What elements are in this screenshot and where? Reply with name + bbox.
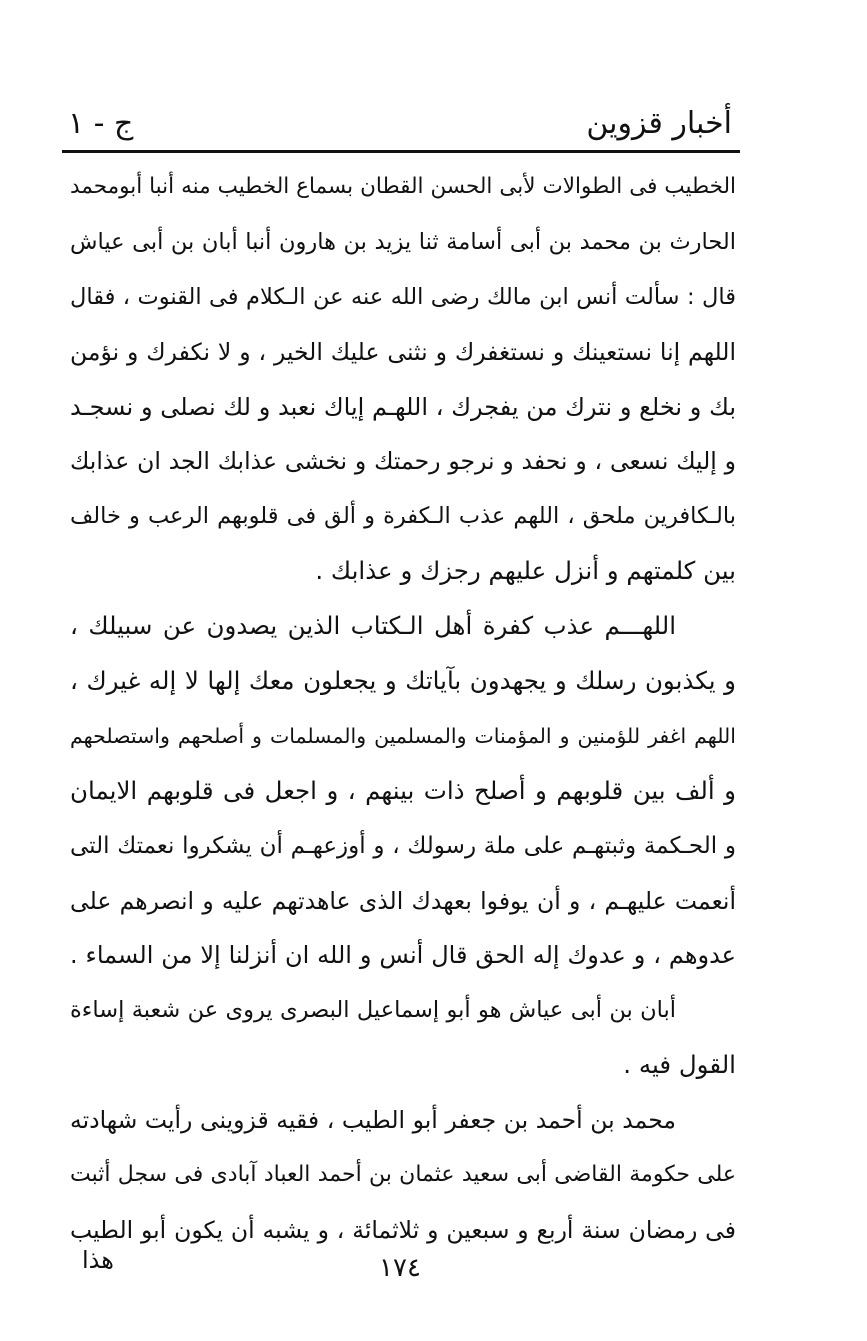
text-line-16: أبان بن أبى عياش هو أبو إسماعيل البصرى يروى عن شعبة إساءة	[70, 997, 676, 1024]
text-line-1: الخطيب فى الطوالات لأبى الحسن القطان بسماع الخطيب منه أنبا أبومحمد	[70, 174, 736, 199]
body-text	[70, 160, 736, 1258]
text-line-20: فى رمضان سنة أربع و سبعين و ثلاثمائة ، و يشبه أن يكون أبو الطيب	[70, 1215, 736, 1244]
text-line-15: عدوهم ، و عدوك إله الحق قال أنس و الله ان أنزلنا إلا من السماء .	[70, 941, 736, 970]
text-line-14: أنعمت عليهـم ، و أن يوفوا بعهدك الذى عاهدتهم عليه و انصرهم على	[70, 886, 736, 915]
text-line-2: الحارث بن محمد بن أبى أسامة ثنا يزيد بن هارون أنبا أبان بن أبى عياش	[70, 228, 736, 255]
text-line-12: و ألف بين قلوبهم و أصلح ذات بينهم ، و اجعل فى قلوبهم الايمان	[70, 775, 736, 805]
text-line-11: اللهم اغفر للؤمنين و المؤمنات والمسلمين والمسلمات و أصلحهم واستصلحهم	[70, 723, 736, 748]
text-line-10: و يكذبون رسلك و يجهدون بآياتك و يجعلون معك إلها لا إله غيرك ،	[70, 666, 736, 696]
text-line-5: بك و نخلع و نترك من يفجرك ، اللهـم إياك نعبد و لك نصلى و نسجـد	[70, 392, 736, 421]
text-line-18: محمد بن أحمد بن جعفر أبو الطيب ، فقيه قزوينى رأيت شهادته	[70, 1106, 676, 1135]
running-header	[62, 100, 738, 148]
header-rule	[62, 150, 740, 153]
text-line-8: بين كلمتهم و أنزل عليهم رجزك و عذابك .	[315, 556, 736, 586]
text-line-6: و إليك نسعى ، و نحفد و نرجو رحمتك و نخشى عذابك الجد ان عذابك	[70, 447, 736, 476]
text-line-9: اللهـــم عذب كفرة أهل الـكتاب الذين يصدون عن سبيلك ،	[70, 611, 676, 641]
text-line-7: بالـكافرين ملحق ، اللهم عذب الـكفرة و ألق فى قلوبهم الرعب و خالف	[70, 503, 736, 530]
text-line-13: و الحـكمة وثبتهـم على ملة رسولك ، و أوزعهـم أن يشكروا نعمتك التى	[70, 832, 736, 859]
book-title: أخبار قزوين	[586, 106, 732, 141]
volume-number: ج - ١	[68, 106, 134, 141]
page-footer	[62, 1248, 738, 1288]
text-line-19: على حكومة القاضى أبى سعيد عثمان بن أحمد العباد آبادى فى سجل أثبت	[70, 1162, 736, 1188]
text-line-4: اللهم إنا نستعينك و نستغفرك و نثنى عليك الخير ، و لا نكفرك و نؤمن	[70, 337, 736, 366]
text-line-17: القول فيه .	[623, 1050, 736, 1080]
text-line-3: قال : سألت أنس ابن مالك رضى الله عنه عن الـكلام فى القنوت ، فقال	[70, 283, 736, 310]
catchword: هذا	[82, 1246, 114, 1274]
page-number: ١٧٤	[379, 1253, 421, 1283]
